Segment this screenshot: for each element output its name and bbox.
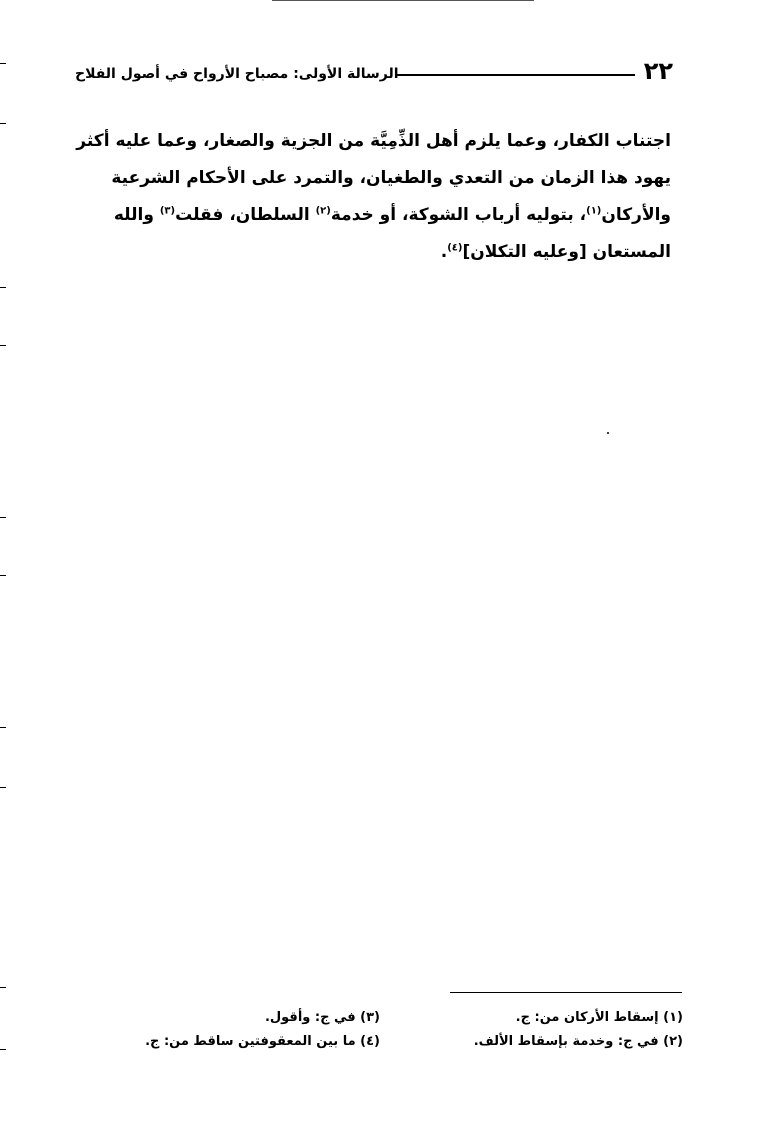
text-line: يهود هذا الزمان من التعدي والطغيان، والتمرد على الأحكام الشرعية — [111, 168, 671, 188]
scan-edge-mark — [0, 1049, 6, 1050]
footnote-3: (٣) في ج: وأقول. — [264, 1010, 380, 1025]
text-line — [66, 234, 671, 271]
scan-edge-mark — [0, 787, 6, 788]
scan-speck — [607, 432, 609, 434]
scan-edge-mark — [0, 345, 6, 346]
text-line: اجتناب الكفار، وعما يلزم أهل الذِّمِيَّة من الجزية والصغار، وعما عليه أكثر — [76, 131, 671, 151]
footnote-ref: (٤) — [447, 242, 463, 254]
text-segment: والأركان — [601, 205, 671, 225]
scan-edge-mark — [0, 287, 6, 288]
scan-edge-mark — [0, 575, 6, 576]
footnote-ref: (٢) — [315, 205, 331, 217]
footnote-ref: (٣) — [159, 205, 176, 217]
footnote-1: (١) إسقاط الأركان من: ج. — [515, 1010, 683, 1025]
text-segment: المستعان [وعليه التكلان] — [462, 242, 671, 262]
footnote-rule — [450, 992, 682, 993]
scan-edge-mark — [0, 63, 6, 64]
scan-edge-mark — [0, 987, 6, 988]
scan-edge-mark — [0, 123, 6, 124]
text-segment: والله — [113, 205, 160, 225]
top-scan-line — [272, 0, 534, 1]
text-line — [66, 197, 671, 234]
header-rule — [395, 74, 635, 76]
scan-edge-mark — [0, 727, 6, 728]
main-text — [66, 123, 671, 271]
text-segment: السلطان، فقلت — [175, 205, 316, 225]
footnotes-right-column — [448, 1006, 683, 1054]
footnote-4: (٤) ما بين المعقوفتين ساقط من: ج. — [145, 1034, 380, 1049]
running-title: الرسالة الأولى: مصباح الأرواح في أصول الفلاح — [75, 66, 399, 82]
scan-edge-mark — [0, 517, 6, 518]
text-segment: ، بتوليه أرباب الشوكة، أو خدمة — [330, 205, 587, 225]
footnotes-left-column — [120, 1006, 380, 1054]
footnote-2: (٢) في ج: وخدمة بإسقاط الألف. — [473, 1034, 683, 1049]
page-header — [75, 56, 673, 92]
footnote-ref: (١) — [586, 205, 602, 217]
page-number: ٢٢ — [643, 57, 673, 85]
text-segment: . — [440, 242, 448, 262]
